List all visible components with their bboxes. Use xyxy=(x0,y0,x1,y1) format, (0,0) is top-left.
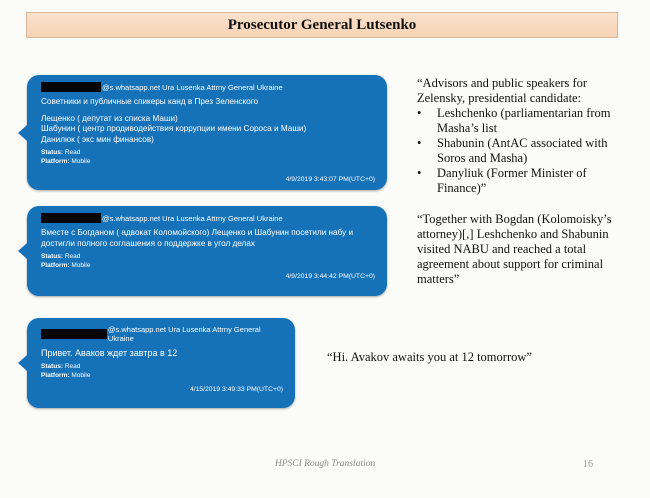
page-number: 16 xyxy=(583,459,593,470)
message-text xyxy=(41,348,283,359)
message-text xyxy=(41,228,375,249)
translation-block xyxy=(417,212,632,287)
status-label: Status: xyxy=(41,362,64,370)
message-line: Привет. Аваков ждет завтра в 12 xyxy=(41,348,178,358)
status-label: Status: xyxy=(41,149,64,156)
sender-line xyxy=(41,325,283,343)
translation-text: “Hi. Avakov awaits you at 12 tomorrow” xyxy=(327,350,532,364)
sender-text: @s.whatsapp.net Ura Lusenka Attrny General Ukraine xyxy=(107,325,261,343)
sender-line xyxy=(41,213,375,223)
message-bubble xyxy=(27,318,295,408)
message-bubble xyxy=(27,206,387,296)
message-line: Лещенко ( депутат из списка Маши) xyxy=(41,113,178,123)
translation-block xyxy=(327,350,532,365)
sender-text: @s.whatsapp.net Ura Lusenka Attrny General Ukraine xyxy=(102,82,283,92)
message-line: Шабунин ( центр продиводействия коррупции имени Сороса и Маши) xyxy=(41,124,307,133)
sender-text: @s.whatsapp.net Ura Lusenka Attrny General Ukraine xyxy=(102,213,283,223)
footer-caption: HPSCI Rough Translation xyxy=(274,459,376,469)
sender-line xyxy=(41,82,375,92)
message-line: достигли полного соглашения о поддержке в угол делах xyxy=(41,238,255,248)
redacted-phone xyxy=(41,213,101,223)
message-line: Вместе с Богданом ( адвокат Коломойского) Лещенко и Шабунин посетили набу и xyxy=(41,228,354,237)
platform-value: Mobile xyxy=(71,371,91,379)
platform-value: Mobile xyxy=(71,262,91,269)
message-meta xyxy=(41,148,375,166)
page-title: Prosecutor General Lutsenko xyxy=(26,12,618,38)
translation-intro: “Advisors and public speakers for Zelensky, presidential candidate: xyxy=(417,76,588,105)
message-bubble xyxy=(27,75,387,190)
message-timestamp: 4/9/2019 3:43:07 PM(UTC+0) xyxy=(285,176,375,183)
message-meta xyxy=(41,362,283,380)
message-timestamp: 4/15/2019 3:49:33 PM(UTC+0) xyxy=(189,386,283,393)
translation-bullet: • Danyliuk (Former Minister of Finance)” xyxy=(417,166,627,196)
translation-text: “Together with Bogdan (Kolomoisky’s attorney)[,] Leshchenko and Shabunin visited NABU and reached a total agreement about support for criminal matters” xyxy=(417,212,612,286)
status-value: Read xyxy=(64,362,81,370)
message-meta xyxy=(41,252,375,270)
status-value: Read xyxy=(64,253,81,260)
platform-value: Mobile xyxy=(71,158,91,165)
status-label: Status: xyxy=(41,253,64,260)
message-line: Советники и публичные спикеры канд в През Зеленского xyxy=(41,97,259,106)
translation-list xyxy=(417,106,627,196)
redacted-phone xyxy=(41,329,107,339)
platform-label: Platform: xyxy=(41,262,70,269)
redacted-phone xyxy=(41,82,101,92)
platform-label: Platform: xyxy=(41,158,70,165)
platform-label: Platform: xyxy=(41,371,70,379)
status-value: Read xyxy=(64,149,81,156)
message-line: Данилюк ( экс мин финансов) xyxy=(41,134,154,144)
message-timestamp: 4/9/2019 3:44:42 PM(UTC+0) xyxy=(285,273,375,280)
translation-bullet: • Shabunin (AntAC associated with Soros and Masha) xyxy=(417,136,627,166)
translation-block xyxy=(417,76,627,196)
translation-bullet: • Leshchenko (parliamentarian from Masha’s list xyxy=(417,106,627,136)
message-text xyxy=(41,97,375,145)
